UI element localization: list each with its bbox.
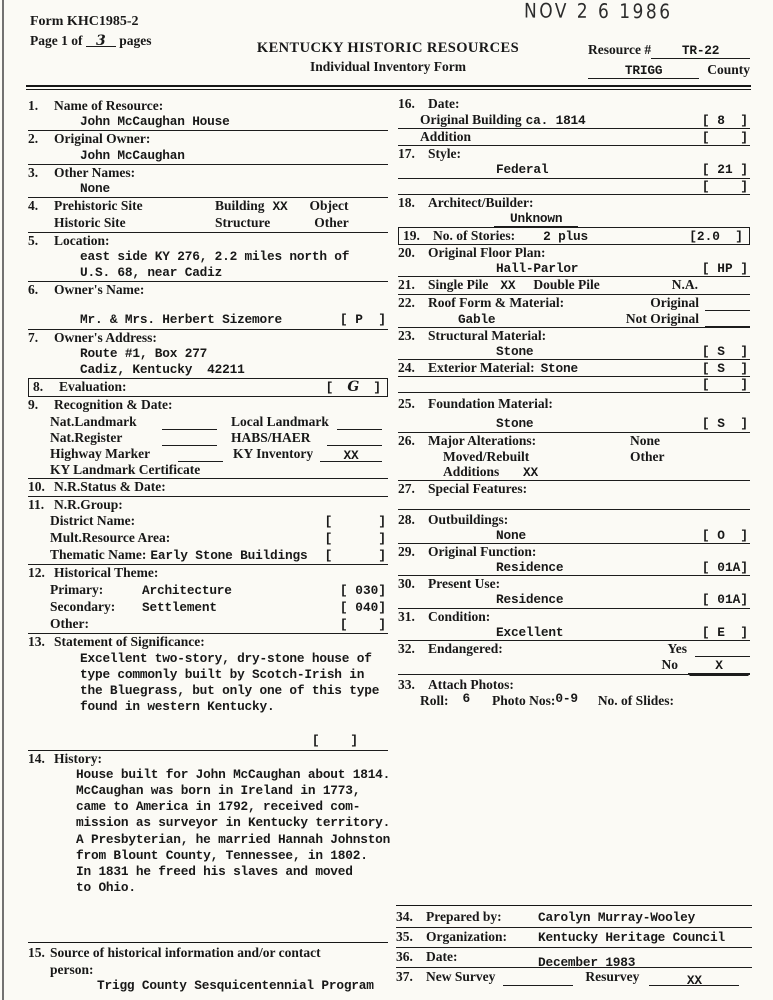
floor-plan-value: Hall-Parlor (496, 261, 579, 277)
field-number: 9. (28, 397, 39, 413)
no-of-slides-label: No. of Slides: (597, 693, 674, 709)
condition-value: Excellent (496, 624, 564, 640)
code-bracket: [ 01A] (701, 592, 748, 608)
option-other: Other (630, 448, 665, 464)
stories-value: 2 plus (543, 229, 588, 245)
blank-line (337, 419, 382, 430)
code-bracket: [ ] (324, 531, 386, 547)
single-pile-mark: XX (500, 278, 516, 294)
field-label: Date: (426, 949, 458, 964)
field-label: Structural Material: (428, 327, 547, 343)
field-label: Owner's Name: (54, 282, 145, 298)
field-value: John McCaughan (80, 147, 185, 163)
code-bracket: [ HP ] (701, 261, 748, 277)
field-label: Location: (54, 232, 110, 248)
code-bracket (326, 379, 383, 396)
option-thematic-name: Thematic Name: (50, 547, 147, 563)
field-value: Trigg County Sesquicentennial Program (97, 977, 374, 993)
code-bracket: [ ] (311, 733, 358, 749)
history-line4: mission as surveyor in Kentucky territory. (76, 815, 391, 831)
code-bracket: [ ] (701, 178, 748, 194)
history-line8: to Ohio. (76, 880, 136, 896)
field-value-line2: U.S. 68, near Cadiz (80, 265, 223, 281)
field-label: Evaluation: (59, 379, 127, 395)
field-18-architect-builder (398, 195, 750, 227)
field-number: 4. (28, 198, 39, 214)
field-number: 14. (28, 750, 45, 766)
code-bracket: [ 21 ] (701, 162, 748, 178)
field-26-major-alterations (398, 433, 750, 481)
field-11-nr-group (28, 497, 388, 566)
field-6-owners-name (28, 282, 388, 329)
form-title: KENTUCKY HISTORIC RESOURCES (256, 40, 520, 56)
field-label: Style: (428, 146, 461, 162)
field-27-special-features (398, 481, 750, 510)
field-number: 7. (28, 329, 39, 345)
field-17-style (398, 146, 750, 194)
field-number: 32. (398, 640, 415, 656)
field-1-name-of-resource (28, 98, 388, 131)
field-number: 27. (398, 481, 415, 497)
field-5-location (28, 233, 388, 283)
option-ky-inventory: KY Inventory (233, 446, 314, 462)
photo-nos-label: Photo Nos: (491, 693, 556, 709)
resurvey-mark: XX (649, 972, 739, 986)
field-number: 20. (398, 245, 415, 261)
option-other: Other (314, 215, 349, 231)
code-bracket: [ ] (339, 617, 386, 633)
field-label: Other Names: (54, 164, 136, 180)
code-bracket: [2.0 ] (689, 229, 743, 245)
field-label: Date: (428, 96, 460, 111)
history-line3: came to America in 1792, received com- (76, 799, 361, 815)
field-3-other-names (28, 165, 388, 198)
code-bracket: [ ] (701, 130, 748, 146)
single-pile-label: Single Pile (428, 277, 489, 293)
field-label: Recognition & Date: (54, 397, 173, 413)
field-label: Original Function: (428, 544, 537, 560)
roof-form-value: Gable (458, 311, 496, 327)
field-16-date (398, 96, 750, 146)
style-value: Federal (496, 162, 549, 178)
county-value: TRIGG (588, 63, 699, 79)
resource-number-value: TR-22 (651, 43, 750, 59)
field-value-line1: east side KY 276, 2.2 miles north of (80, 248, 350, 264)
field-7-owners-address (28, 330, 388, 379)
form-title-block (218, 40, 558, 75)
resource-number-block (588, 42, 750, 79)
field-22-roof (398, 295, 750, 328)
photo-nos-value: 0-9 (555, 691, 578, 707)
left-column (28, 93, 391, 994)
blank-line (162, 435, 217, 446)
option-building-mark: XX (272, 199, 288, 215)
thematic-name-value: Early Stone Buildings (150, 548, 308, 564)
option-local-landmark: Local Landmark (231, 413, 329, 429)
field-9-recognition-date (28, 397, 388, 479)
option-prehistoric-site: Prehistoric Site (54, 198, 143, 214)
field-label: N.R.Status & Date: (54, 479, 166, 495)
field-number: 3. (28, 164, 39, 180)
page-prefix: Page 1 of (30, 33, 83, 48)
endangered-no-label: No (661, 656, 678, 672)
form-number: Form KHC1985-2 (30, 14, 139, 29)
code-bracket: [ 040] (339, 599, 386, 615)
na-label: N.A. (671, 277, 698, 293)
field-label: Name of Resource: (54, 98, 164, 113)
form-id-block (30, 14, 152, 49)
field-value-line2: Cadiz, Kentucky 42211 (80, 362, 245, 378)
new-survey-label: New Survey (426, 969, 496, 984)
field-value: Mr. & Mrs. Herbert Sizemore (80, 312, 282, 328)
field-number: 26. (398, 432, 415, 448)
exterior-material-value: Stone (540, 361, 578, 377)
bracket-close: ] (373, 380, 381, 396)
field-number: 31. (398, 608, 415, 624)
endangered-no-mark: X (688, 658, 750, 674)
option-additions: Additions (443, 463, 500, 479)
field-value: John McCaughan House (80, 114, 230, 130)
code-bracket: [ 8 ] (701, 113, 748, 128)
organization-value: Kentucky Heritage Council (538, 930, 725, 945)
option-habs-haer: HABS/HAER (231, 429, 311, 445)
field-number: 10. (28, 479, 45, 495)
field-label: Organization: (426, 929, 507, 944)
bracket-open: [ (325, 380, 334, 396)
header-divider (26, 85, 751, 90)
code-bracket: [ S ] (701, 343, 748, 359)
blank-line (705, 316, 750, 327)
spacer (398, 497, 750, 510)
right-column (398, 93, 750, 709)
field-label: Attach Photos: (428, 677, 514, 693)
roof-original-label: Original (650, 294, 699, 310)
field-number: 36. (396, 949, 413, 964)
field-label: Foundation Material: (428, 396, 553, 412)
architect-value: Unknown (494, 211, 578, 227)
field-number: 29. (398, 544, 415, 560)
field-8-evaluation (28, 378, 388, 397)
roof-not-original-label: Not Original (625, 310, 699, 326)
field-label: Prepared by: (426, 909, 502, 924)
field-29-original-function (398, 544, 750, 576)
resurvey-label: Resurvey (585, 969, 640, 984)
code-bracket: [ S ] (701, 416, 748, 432)
field-35-organization (396, 928, 752, 948)
field-number: 30. (398, 576, 415, 592)
option-mult-resource-area: Mult.Resource Area: (50, 530, 171, 546)
option-object: Object (309, 198, 349, 214)
field-number: 12. (28, 565, 45, 581)
page-number-handwritten: 3 (95, 33, 106, 49)
date-received-stamp: NOV 2 6 1986 (523, 0, 673, 25)
field-number: 34. (396, 909, 413, 924)
option-district-name: District Name: (50, 512, 136, 528)
field-32-endangered (398, 641, 750, 675)
resource-number-label: Resource # (588, 42, 652, 57)
option-none: None (630, 432, 660, 448)
county-label: County (707, 62, 750, 77)
original-building-label: Original Building (420, 112, 522, 127)
field-24-exterior-material (398, 360, 750, 393)
significance-line1: Excellent two-story, dry-stone house of (80, 650, 372, 666)
field-20-original-floor-plan (398, 245, 750, 277)
history-line2: McCaughan was born in Ireland in 1773, (76, 782, 361, 798)
field-number: 24. (398, 360, 415, 376)
field-number: 22. (398, 294, 415, 310)
code-bracket: [ ] (701, 377, 748, 393)
field-label: Condition: (428, 608, 491, 624)
field-number: 23. (398, 327, 415, 343)
foundation-material-value: Stone (496, 416, 534, 432)
code-bracket: [ S ] (701, 361, 748, 377)
field-label: Major Alterations: (428, 432, 537, 448)
field-label-line2: person: (50, 961, 94, 977)
theme-secondary-label: Secondary: (50, 598, 116, 614)
field-value-line1: Route #1, Box 277 (80, 345, 208, 361)
blank-line (503, 975, 573, 986)
page-number-blank (86, 33, 116, 47)
field-label: Owner's Address: (54, 329, 157, 345)
field-number: 18. (398, 194, 415, 210)
field-13-statement-of-significance (28, 634, 388, 750)
code-bracket: [ P ] (339, 312, 386, 328)
field-label: Historical Theme: (54, 565, 159, 581)
original-function-value: Residence (496, 560, 564, 576)
field-number: 28. (398, 512, 415, 528)
field-31-condition (398, 609, 750, 641)
field-number: 13. (28, 634, 45, 650)
option-building: Building (215, 198, 265, 214)
page-suffix: pages (119, 33, 152, 48)
field-label: No. of Stories: (433, 228, 516, 244)
theme-primary-value: Architecture (142, 582, 232, 598)
endangered-yes-label: Yes (667, 640, 687, 656)
field-label: Original Floor Plan: (428, 245, 546, 261)
field-14-history (28, 750, 391, 897)
code-bracket: [ 01A] (701, 560, 748, 576)
option-nat-landmark: Nat.Landmark (50, 413, 137, 429)
survey-footer (396, 905, 752, 986)
code-bracket: [ 030] (339, 582, 386, 598)
additions-mark: XX (523, 464, 538, 480)
spacer (28, 298, 388, 312)
field-label: Roof Form & Material: (428, 294, 565, 310)
blank-line (327, 435, 382, 446)
field-label: Exterior Material: (428, 360, 535, 376)
field-number: 15. (28, 945, 45, 961)
spacer (28, 715, 388, 733)
double-pile-label: Double Pile (533, 277, 600, 293)
significance-line3: the Bluegrass, but only one of this type (80, 682, 380, 698)
option-highway-marker: Highway Marker (50, 446, 151, 462)
field-label: Outbuildings: (428, 512, 509, 528)
page-count-line (30, 33, 152, 49)
history-line6: from Blount County, Tennessee, in 1802. (76, 847, 368, 863)
field-number: 35. (396, 929, 413, 944)
field-label: Special Features: (428, 481, 528, 497)
prepared-by-value: Carolyn Murray-Wooley (538, 910, 696, 925)
spacer (28, 896, 388, 942)
field-number: 21. (398, 277, 415, 293)
field-34-prepared-by (396, 908, 752, 928)
field-number: 17. (398, 146, 415, 162)
field-number: 6. (28, 282, 39, 298)
field-23-structural-material (398, 328, 750, 360)
field-label: N.R.Group: (54, 496, 123, 512)
field-label: Statement of Significance: (54, 634, 205, 650)
option-historic-site: Historic Site (54, 215, 126, 231)
theme-other-label: Other: (50, 616, 89, 632)
structural-material-value: Stone (496, 343, 534, 359)
field-number: 8. (33, 379, 44, 395)
roll-label: Roll: (420, 693, 449, 709)
significance-line2: type commonly built by Scotch-Irish in (80, 666, 365, 682)
field-number: 1. (28, 98, 39, 113)
field-label: Endangered: (428, 640, 503, 656)
field-number: 25. (398, 396, 415, 412)
field-number: 37. (396, 969, 413, 984)
outbuildings-value: None (496, 528, 526, 544)
code-bracket: [ ] (324, 548, 386, 564)
history-line7: In 1831 he freed his slaves and moved (76, 863, 353, 879)
field-number: 5. (28, 232, 39, 248)
field-30-present-use (398, 576, 750, 608)
option-structure: Structure (215, 215, 271, 231)
field-label: Present Use: (428, 576, 501, 592)
field-number: 2. (28, 131, 39, 147)
theme-primary-label: Primary: (50, 581, 104, 597)
field-value: None (80, 181, 110, 197)
field-15-source (28, 942, 388, 994)
field-number: 33. (398, 677, 415, 693)
roll-value: 6 (462, 691, 470, 707)
evaluation-grade-handwritten: G (347, 379, 360, 396)
field-19-no-of-stories (398, 227, 750, 245)
option-moved-rebuilt: Moved/Rebuilt (443, 448, 530, 464)
field-33-attach-photos (398, 677, 750, 709)
field-12-historical-theme (28, 565, 388, 634)
blank-line (178, 451, 223, 462)
code-bracket: [ ] (324, 513, 386, 529)
field-21-pile (398, 277, 750, 294)
option-nat-register: Nat.Register (50, 429, 123, 445)
field-label: History: (54, 750, 102, 766)
survey-date-value: December 1983 (538, 955, 636, 970)
field-36-date (396, 948, 752, 968)
history-line5: A Presbyterian, he married Hannah Johnston (76, 831, 391, 847)
addition-label: Addition (420, 129, 472, 145)
form-subtitle: Individual Inventory Form (309, 59, 467, 74)
present-use-value: Residence (496, 592, 564, 608)
field-label: Architect/Builder: (428, 194, 534, 210)
field-number: 16. (398, 96, 415, 111)
code-bracket: [ E ] (701, 624, 748, 640)
field-25-foundation-material (398, 396, 750, 432)
blank-line (705, 300, 750, 311)
significance-line4: found in western Kentucky. (80, 699, 275, 715)
field-label: Original Owner: (54, 131, 151, 147)
blank-line (162, 419, 217, 430)
blank-line (695, 646, 750, 657)
field-number: 19. (403, 228, 420, 244)
code-bracket: [ O ] (701, 528, 748, 544)
ky-inventory-mark: XX (320, 448, 382, 462)
history-line1: House built for John McCaughan about 1814. (76, 766, 391, 782)
field-label-line1: Source of historical information and/or contact (50, 945, 321, 961)
field-4-site-type (28, 198, 388, 232)
scan-edge-line (2, 0, 4, 1000)
theme-secondary-value: Settlement (142, 599, 217, 615)
field-28-outbuildings (398, 512, 750, 544)
original-building-date: ca. 1814 (525, 113, 586, 128)
field-number: 11. (28, 496, 45, 512)
option-ky-landmark-certificate: KY Landmark Certificate (50, 462, 201, 478)
field-10-nr-status (28, 479, 388, 496)
field-2-original-owner (28, 131, 388, 164)
